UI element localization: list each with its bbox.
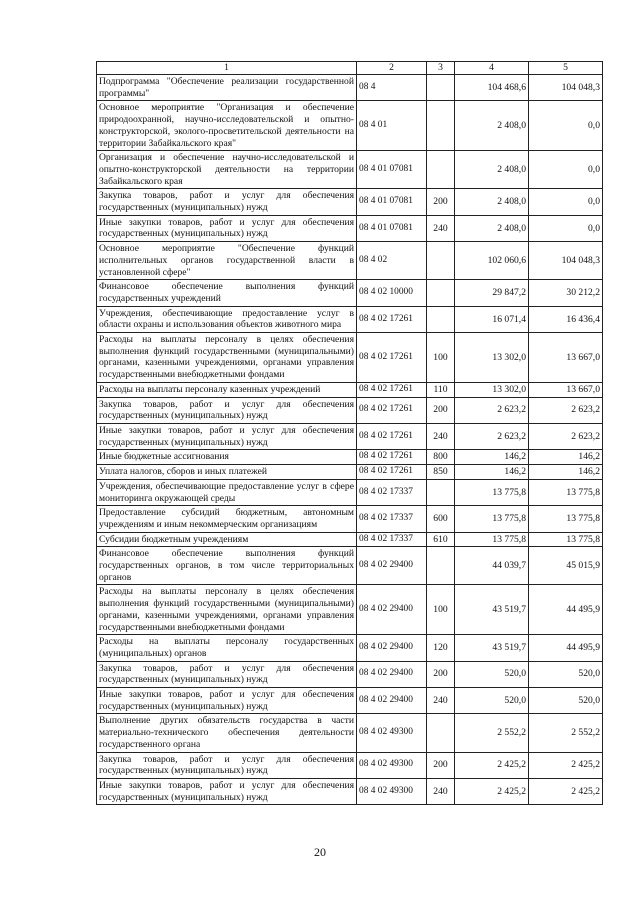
- row-name: Расходы на выплаты персоналу в целях обеспечения выполнения функций государственными (муниципальными) органами, казенными учреждениями, органами управления государственными внебюджетными фондами: [97, 585, 357, 635]
- row-name: Финансовое обеспечение выполнения функций государственных учреждений: [97, 280, 357, 306]
- table-row: [97, 423, 603, 449]
- table-row: [97, 532, 603, 547]
- table-row: [97, 465, 603, 480]
- row-amount-year2: 44 495,9: [529, 635, 603, 661]
- row-amount-year2: 2 623,2: [529, 423, 603, 449]
- row-expense-type: 200: [427, 397, 455, 423]
- table-header-row: [97, 62, 603, 75]
- row-name: Учреждения, обеспечивающие предоставление услуг в области охраны и использования объектов животного мира: [97, 306, 357, 332]
- row-amount-year2: 104 048,3: [529, 242, 603, 280]
- row-amount-year1: 2 623,2: [455, 397, 529, 423]
- row-amount-year1: 43 519,7: [455, 635, 529, 661]
- row-amount-year2: 13 775,8: [529, 532, 603, 547]
- row-expense-type: 240: [427, 423, 455, 449]
- budget-table: [96, 61, 603, 805]
- row-expense-type: [427, 101, 455, 151]
- row-expense-type: 200: [427, 661, 455, 687]
- row-code: 08 4 02 49300: [357, 714, 427, 752]
- row-amount-year2: 16 436,4: [529, 306, 603, 332]
- row-code: 08 4 02 49300: [357, 752, 427, 778]
- row-amount-year1: 43 519,7: [455, 585, 529, 635]
- row-name: Подпрограмма "Обеспечение реализации государственной программы": [97, 75, 357, 101]
- row-expense-type: 600: [427, 506, 455, 532]
- row-name: Закупка товаров, работ и услуг для обеспечения государственных (муниципальных) нужд: [97, 661, 357, 687]
- row-code: 08 4 01 07081: [357, 215, 427, 241]
- row-expense-type: 610: [427, 532, 455, 547]
- row-amount-year2: 520,0: [529, 661, 603, 687]
- table-row: [97, 306, 603, 332]
- row-code: 08 4 02 29400: [357, 688, 427, 714]
- row-name: Финансовое обеспечение выполнения функций государственных органов, в том числе территориальных органов: [97, 547, 357, 585]
- row-amount-year1: 146,2: [455, 450, 529, 465]
- row-name: Расходы на выплаты персоналу казенных учреждений: [97, 382, 357, 397]
- row-name: Иные закупки товаров, работ и услуг для обеспечения государственных (муниципальных) нужд: [97, 423, 357, 449]
- row-amount-year1: 2 425,2: [455, 778, 529, 804]
- header-cell-4: 4: [455, 62, 529, 75]
- row-expense-type: 120: [427, 635, 455, 661]
- row-expense-type: 110: [427, 382, 455, 397]
- row-code: 08 4 02 17261: [357, 382, 427, 397]
- row-amount-year1: 2 408,0: [455, 189, 529, 215]
- row-amount-year1: 2 408,0: [455, 215, 529, 241]
- row-name: Иные закупки товаров, работ и услуг для обеспечения государственных (муниципальных) нужд: [97, 688, 357, 714]
- row-amount-year2: 2 425,2: [529, 778, 603, 804]
- row-amount-year1: 104 468,6: [455, 75, 529, 101]
- row-code: 08 4 02 29400: [357, 547, 427, 585]
- row-name: Иные бюджетные ассигнования: [97, 450, 357, 465]
- table-row: [97, 280, 603, 306]
- row-amount-year2: 13 775,8: [529, 506, 603, 532]
- row-amount-year1: 13 302,0: [455, 382, 529, 397]
- row-amount-year2: 146,2: [529, 450, 603, 465]
- row-amount-year2: 104 048,3: [529, 75, 603, 101]
- row-code: 08 4 02 17261: [357, 423, 427, 449]
- row-amount-year1: 2 408,0: [455, 151, 529, 189]
- row-expense-type: [427, 242, 455, 280]
- table-body: [97, 62, 603, 805]
- row-amount-year1: 29 847,2: [455, 280, 529, 306]
- row-code: 08 4 02 10000: [357, 280, 427, 306]
- row-code: 08 4 01: [357, 101, 427, 151]
- table-row: [97, 450, 603, 465]
- row-amount-year1: 2 552,2: [455, 714, 529, 752]
- row-name: Уплата налогов, сборов и иных платежей: [97, 465, 357, 480]
- row-name: Закупка товаров, работ и услуг для обеспечения государственных (муниципальных) нужд: [97, 189, 357, 215]
- row-name: Организация и обеспечение научно-исследовательской и опытно-конструкторской деятельности на территории Забайкальского края: [97, 151, 357, 189]
- row-expense-type: [427, 151, 455, 189]
- row-expense-type: 240: [427, 688, 455, 714]
- row-code: 08 4 02 17337: [357, 479, 427, 505]
- table-row: [97, 635, 603, 661]
- header-cell-1: 1: [97, 62, 357, 75]
- row-amount-year2: 13 775,8: [529, 479, 603, 505]
- table-row: [97, 382, 603, 397]
- row-code: 08 4 02 17261: [357, 450, 427, 465]
- row-code: 08 4 02 17261: [357, 397, 427, 423]
- row-code: 08 4 02 29400: [357, 585, 427, 635]
- table-row: [97, 151, 603, 189]
- row-amount-year1: 2 408,0: [455, 101, 529, 151]
- page-number: 20: [314, 845, 326, 859]
- row-code: 08 4 02 17261: [357, 306, 427, 332]
- row-expense-type: [427, 75, 455, 101]
- row-code: 08 4 02 29400: [357, 661, 427, 687]
- row-amount-year1: 13 775,8: [455, 479, 529, 505]
- row-name: Расходы на выплаты персоналу государственных (муниципальных) органов: [97, 635, 357, 661]
- row-amount-year1: 13 775,8: [455, 532, 529, 547]
- table-row: [97, 714, 603, 752]
- row-expense-type: 100: [427, 585, 455, 635]
- row-amount-year1: 2 425,2: [455, 752, 529, 778]
- row-expense-type: 200: [427, 752, 455, 778]
- table-row: [97, 688, 603, 714]
- row-code: 08 4 02: [357, 242, 427, 280]
- row-amount-year2: 520,0: [529, 688, 603, 714]
- row-amount-year2: 30 212,2: [529, 280, 603, 306]
- table-row: [97, 333, 603, 383]
- row-code: 08 4 02 17261: [357, 333, 427, 383]
- table-row: [97, 547, 603, 585]
- row-expense-type: 240: [427, 215, 455, 241]
- row-name: Закупка товаров, работ и услуг для обеспечения государственных (муниципальных) нужд: [97, 752, 357, 778]
- row-name: Субсидии бюджетным учреждениям: [97, 532, 357, 547]
- row-amount-year1: 44 039,7: [455, 547, 529, 585]
- row-amount-year2: 45 015,9: [529, 547, 603, 585]
- row-expense-type: 100: [427, 333, 455, 383]
- row-code: 08 4 02 29400: [357, 635, 427, 661]
- table-row: [97, 752, 603, 778]
- row-code: 08 4 01 07081: [357, 151, 427, 189]
- row-amount-year2: 0,0: [529, 151, 603, 189]
- row-expense-type: 800: [427, 450, 455, 465]
- table-row: [97, 242, 603, 280]
- header-cell-5: 5: [529, 62, 603, 75]
- table-row: [97, 506, 603, 532]
- row-amount-year2: 2 623,2: [529, 397, 603, 423]
- row-expense-type: [427, 547, 455, 585]
- table-row: [97, 189, 603, 215]
- row-amount-year1: 2 623,2: [455, 423, 529, 449]
- header-cell-2: 2: [357, 62, 427, 75]
- row-name: Учреждения, обеспечивающие предоставление услуг в сфере мониторинга окружающей среды: [97, 479, 357, 505]
- row-code: 08 4 02 17261: [357, 465, 427, 480]
- row-code: 08 4 02 17337: [357, 532, 427, 547]
- row-expense-type: 240: [427, 778, 455, 804]
- row-amount-year1: 16 071,4: [455, 306, 529, 332]
- row-amount-year1: 13 775,8: [455, 506, 529, 532]
- row-name: Иные закупки товаров, работ и услуг для обеспечения государственных (муниципальных) нужд: [97, 778, 357, 804]
- table-row: [97, 479, 603, 505]
- table-row: [97, 397, 603, 423]
- row-expense-type: 200: [427, 189, 455, 215]
- row-amount-year2: 2 425,2: [529, 752, 603, 778]
- header-cell-3: 3: [427, 62, 455, 75]
- table-row: [97, 101, 603, 151]
- row-expense-type: 850: [427, 465, 455, 480]
- row-name: Основное мероприятие "Обеспечение функций исполнительных органов государственной власти в установленной сфере": [97, 242, 357, 280]
- row-amount-year2: 146,2: [529, 465, 603, 480]
- row-expense-type: [427, 479, 455, 505]
- row-code: 08 4 02 49300: [357, 778, 427, 804]
- row-amount-year2: 0,0: [529, 101, 603, 151]
- row-name: Основное мероприятие "Организация и обеспечение природоохранной, научно-исследовательской и опытно- конструкторской, эколого-просветительской деятельности на территории Забайкальского края": [97, 101, 357, 151]
- row-amount-year1: 146,2: [455, 465, 529, 480]
- row-amount-year2: 13 667,0: [529, 333, 603, 383]
- table-row: [97, 661, 603, 687]
- row-code: 08 4: [357, 75, 427, 101]
- row-name: Выполнение других обязательств государства в части материально-технического обеспечения деятельности государственного органа: [97, 714, 357, 752]
- row-code: 08 4 02 17337: [357, 506, 427, 532]
- row-amount-year2: 2 552,2: [529, 714, 603, 752]
- row-amount-year1: 520,0: [455, 688, 529, 714]
- row-expense-type: [427, 306, 455, 332]
- row-amount-year2: 0,0: [529, 215, 603, 241]
- row-name: Предоставление субсидий бюджетным, автономным учреждениям и иным некоммерческим организациям: [97, 506, 357, 532]
- row-name: Иные закупки товаров, работ и услуг для обеспечения государственных (муниципальных) нужд: [97, 215, 357, 241]
- row-amount-year2: 44 495,9: [529, 585, 603, 635]
- row-amount-year1: 520,0: [455, 661, 529, 687]
- row-amount-year1: 102 060,6: [455, 242, 529, 280]
- table-row: [97, 585, 603, 635]
- row-amount-year2: 0,0: [529, 189, 603, 215]
- row-amount-year2: 13 667,0: [529, 382, 603, 397]
- row-name: Расходы на выплаты персоналу в целях обеспечения выполнения функций государственными (муниципальными) органами, казенными учреждениями, органами управления государственными внебюджетными фондами: [97, 333, 357, 383]
- row-amount-year1: 13 302,0: [455, 333, 529, 383]
- row-name: Закупка товаров, работ и услуг для обеспечения государственных (муниципальных) нужд: [97, 397, 357, 423]
- table-row: [97, 778, 603, 804]
- row-expense-type: [427, 714, 455, 752]
- row-expense-type: [427, 280, 455, 306]
- table-row: [97, 75, 603, 101]
- table-row: [97, 215, 603, 241]
- row-code: 08 4 01 07081: [357, 189, 427, 215]
